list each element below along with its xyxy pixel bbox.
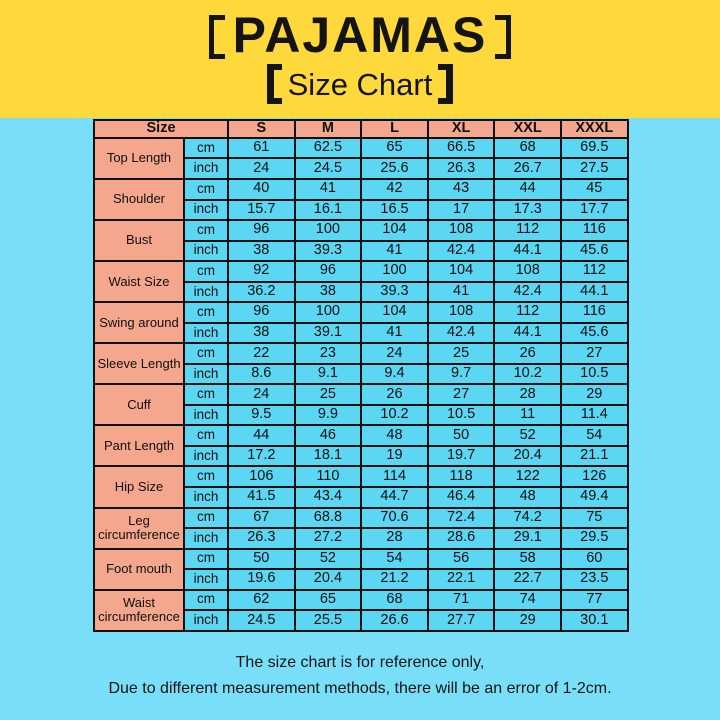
size-label-cell: Sleeve Length bbox=[94, 343, 184, 384]
title-right-bracket-icon bbox=[495, 15, 511, 59]
table-head bbox=[94, 120, 628, 138]
value-cell: 112 bbox=[561, 261, 628, 282]
value-cell: 46 bbox=[295, 425, 362, 446]
value-cell: 100 bbox=[361, 261, 428, 282]
unit-cell: cm bbox=[184, 261, 228, 282]
value-cell: 41 bbox=[361, 241, 428, 262]
value-cell: 22.1 bbox=[428, 569, 495, 590]
value-cell: 118 bbox=[428, 466, 495, 487]
value-cell: 11 bbox=[494, 405, 561, 426]
value-cell: 45.6 bbox=[561, 241, 628, 262]
table-body bbox=[94, 138, 628, 631]
value-cell: 44.1 bbox=[561, 282, 628, 303]
value-cell: 100 bbox=[295, 220, 362, 241]
column-header: L bbox=[361, 120, 428, 138]
value-cell: 68 bbox=[494, 138, 561, 159]
size-label-cell: Waist circumference bbox=[94, 590, 184, 631]
unit-cell: inch bbox=[184, 569, 228, 590]
footer-note-line1: The size chart is for reference only, bbox=[235, 654, 485, 671]
value-cell: 41 bbox=[295, 179, 362, 200]
unit-cell: cm bbox=[184, 590, 228, 611]
unit-cell: cm bbox=[184, 220, 228, 241]
value-cell: 26 bbox=[494, 343, 561, 364]
table-row-cm bbox=[94, 138, 628, 159]
value-cell: 25.6 bbox=[361, 158, 428, 179]
value-cell: 9.7 bbox=[428, 364, 495, 385]
value-cell: 48 bbox=[361, 425, 428, 446]
value-cell: 60 bbox=[561, 549, 628, 570]
column-header: XXL bbox=[494, 120, 561, 138]
unit-cell: cm bbox=[184, 138, 228, 159]
value-cell: 72.4 bbox=[428, 508, 495, 529]
value-cell: 29 bbox=[561, 384, 628, 405]
size-label-cell: Hip Size bbox=[94, 466, 184, 507]
value-cell: 39.3 bbox=[361, 282, 428, 303]
value-cell: 25 bbox=[428, 343, 495, 364]
value-cell: 10.5 bbox=[561, 364, 628, 385]
unit-cell: inch bbox=[184, 158, 228, 179]
size-label-cell: Shoulder bbox=[94, 179, 184, 220]
unit-cell: cm bbox=[184, 302, 228, 323]
value-cell: 61 bbox=[228, 138, 295, 159]
value-cell: 27.5 bbox=[561, 158, 628, 179]
value-cell: 40 bbox=[228, 179, 295, 200]
size-chart-table bbox=[93, 119, 629, 632]
value-cell: 45.6 bbox=[561, 323, 628, 344]
value-cell: 67 bbox=[228, 508, 295, 529]
value-cell: 10.5 bbox=[428, 405, 495, 426]
value-cell: 24.5 bbox=[228, 610, 295, 631]
value-cell: 42.4 bbox=[428, 241, 495, 262]
value-cell: 24.5 bbox=[295, 158, 362, 179]
value-cell: 66.5 bbox=[428, 138, 495, 159]
value-cell: 26.3 bbox=[228, 528, 295, 549]
value-cell: 27 bbox=[561, 343, 628, 364]
value-cell: 58 bbox=[494, 549, 561, 570]
value-cell: 21.1 bbox=[561, 446, 628, 467]
value-cell: 50 bbox=[228, 549, 295, 570]
unit-cell: cm bbox=[184, 343, 228, 364]
value-cell: 42.4 bbox=[428, 323, 495, 344]
size-label-cell: Bust bbox=[94, 220, 184, 261]
value-cell: 18.1 bbox=[295, 446, 362, 467]
value-cell: 30.1 bbox=[561, 610, 628, 631]
table-row-cm bbox=[94, 220, 628, 241]
value-cell: 24 bbox=[228, 158, 295, 179]
value-cell: 26.3 bbox=[428, 158, 495, 179]
value-cell: 65 bbox=[295, 590, 362, 611]
value-cell: 19 bbox=[361, 446, 428, 467]
value-cell: 108 bbox=[428, 220, 495, 241]
value-cell: 116 bbox=[561, 220, 628, 241]
value-cell: 74.2 bbox=[494, 508, 561, 529]
value-cell: 110 bbox=[295, 466, 362, 487]
value-cell: 24 bbox=[361, 343, 428, 364]
value-cell: 9.1 bbox=[295, 364, 362, 385]
value-cell: 108 bbox=[494, 261, 561, 282]
value-cell: 43.4 bbox=[295, 487, 362, 508]
unit-cell: cm bbox=[184, 425, 228, 446]
value-cell: 21.2 bbox=[361, 569, 428, 590]
value-cell: 52 bbox=[494, 425, 561, 446]
value-cell: 96 bbox=[228, 220, 295, 241]
value-cell: 29.1 bbox=[494, 528, 561, 549]
value-cell: 104 bbox=[428, 261, 495, 282]
value-cell: 25 bbox=[295, 384, 362, 405]
unit-cell: cm bbox=[184, 466, 228, 487]
table-row-cm bbox=[94, 425, 628, 446]
unit-cell: inch bbox=[184, 528, 228, 549]
value-cell: 17 bbox=[428, 200, 495, 221]
size-label-cell: Cuff bbox=[94, 384, 184, 425]
value-cell: 17.2 bbox=[228, 446, 295, 467]
value-cell: 44 bbox=[228, 425, 295, 446]
value-cell: 104 bbox=[361, 302, 428, 323]
value-cell: 23 bbox=[295, 343, 362, 364]
value-cell: 8.6 bbox=[228, 364, 295, 385]
value-cell: 24 bbox=[228, 384, 295, 405]
value-cell: 16.5 bbox=[361, 200, 428, 221]
value-cell: 44.7 bbox=[361, 487, 428, 508]
value-cell: 114 bbox=[361, 466, 428, 487]
column-header-size: Size bbox=[94, 120, 228, 138]
size-label-cell: Swing around bbox=[94, 302, 184, 343]
value-cell: 108 bbox=[428, 302, 495, 323]
value-cell: 28 bbox=[494, 384, 561, 405]
value-cell: 27.7 bbox=[428, 610, 495, 631]
value-cell: 112 bbox=[494, 220, 561, 241]
unit-cell: inch bbox=[184, 241, 228, 262]
value-cell: 29 bbox=[494, 610, 561, 631]
table-row-cm bbox=[94, 179, 628, 200]
value-cell: 43 bbox=[428, 179, 495, 200]
value-cell: 68 bbox=[361, 590, 428, 611]
value-cell: 65 bbox=[361, 138, 428, 159]
page-subtitle bbox=[0, 67, 720, 107]
value-cell: 16.1 bbox=[295, 200, 362, 221]
value-cell: 20.4 bbox=[295, 569, 362, 590]
value-cell: 69.5 bbox=[561, 138, 628, 159]
footer-note-line2: Due to different measurement methods, there will be an error of 1-2cm. bbox=[108, 680, 612, 697]
column-header: XXXL bbox=[561, 120, 628, 138]
value-cell: 10.2 bbox=[494, 364, 561, 385]
value-cell: 62.5 bbox=[295, 138, 362, 159]
page-title bbox=[0, 6, 720, 64]
size-label-cell: Leg circumference bbox=[94, 508, 184, 549]
value-cell: 19.7 bbox=[428, 446, 495, 467]
unit-cell: inch bbox=[184, 610, 228, 631]
value-cell: 11.4 bbox=[561, 405, 628, 426]
value-cell: 28 bbox=[361, 528, 428, 549]
value-cell: 116 bbox=[561, 302, 628, 323]
value-cell: 22.7 bbox=[494, 569, 561, 590]
subtitle-text: Size Chart bbox=[287, 67, 433, 103]
size-label-cell: Waist Size bbox=[94, 261, 184, 302]
unit-cell: inch bbox=[184, 200, 228, 221]
value-cell: 39.1 bbox=[295, 323, 362, 344]
value-cell: 27 bbox=[428, 384, 495, 405]
value-cell: 44.1 bbox=[494, 323, 561, 344]
value-cell: 42.4 bbox=[494, 282, 561, 303]
value-cell: 49.4 bbox=[561, 487, 628, 508]
value-cell: 9.5 bbox=[228, 405, 295, 426]
value-cell: 96 bbox=[295, 261, 362, 282]
unit-cell: inch bbox=[184, 282, 228, 303]
table-header-row bbox=[94, 120, 628, 138]
value-cell: 50 bbox=[428, 425, 495, 446]
unit-cell: inch bbox=[184, 446, 228, 467]
value-cell: 9.9 bbox=[295, 405, 362, 426]
value-cell: 41 bbox=[361, 323, 428, 344]
value-cell: 15.7 bbox=[228, 200, 295, 221]
value-cell: 38 bbox=[295, 282, 362, 303]
title-text: PAJAMAS bbox=[232, 7, 488, 63]
value-cell: 39.3 bbox=[295, 241, 362, 262]
table-row-cm bbox=[94, 302, 628, 323]
value-cell: 41.5 bbox=[228, 487, 295, 508]
value-cell: 41 bbox=[428, 282, 495, 303]
value-cell: 54 bbox=[561, 425, 628, 446]
value-cell: 77 bbox=[561, 590, 628, 611]
value-cell: 48 bbox=[494, 487, 561, 508]
value-cell: 56 bbox=[428, 549, 495, 570]
unit-cell: inch bbox=[184, 364, 228, 385]
unit-cell: cm bbox=[184, 508, 228, 529]
value-cell: 27.2 bbox=[295, 528, 362, 549]
value-cell: 75 bbox=[561, 508, 628, 529]
unit-cell: inch bbox=[184, 487, 228, 508]
value-cell: 74 bbox=[494, 590, 561, 611]
value-cell: 19.6 bbox=[228, 569, 295, 590]
value-cell: 112 bbox=[494, 302, 561, 323]
unit-cell: inch bbox=[184, 323, 228, 344]
value-cell: 68.8 bbox=[295, 508, 362, 529]
value-cell: 42 bbox=[361, 179, 428, 200]
unit-cell: cm bbox=[184, 549, 228, 570]
size-label-cell: Top Length bbox=[94, 138, 184, 179]
value-cell: 17.3 bbox=[494, 200, 561, 221]
value-cell: 126 bbox=[561, 466, 628, 487]
size-label-cell: Pant Length bbox=[94, 425, 184, 466]
value-cell: 71 bbox=[428, 590, 495, 611]
unit-cell: inch bbox=[184, 405, 228, 426]
value-cell: 96 bbox=[228, 302, 295, 323]
value-cell: 54 bbox=[361, 549, 428, 570]
column-header: S bbox=[228, 120, 295, 138]
value-cell: 17.7 bbox=[561, 200, 628, 221]
value-cell: 26.6 bbox=[361, 610, 428, 631]
value-cell: 44.1 bbox=[494, 241, 561, 262]
title-left-bracket-icon bbox=[209, 15, 225, 59]
table-row-cm bbox=[94, 549, 628, 570]
value-cell: 122 bbox=[494, 466, 561, 487]
value-cell: 70.6 bbox=[361, 508, 428, 529]
value-cell: 38 bbox=[228, 323, 295, 344]
table-row-cm bbox=[94, 261, 628, 282]
value-cell: 9.4 bbox=[361, 364, 428, 385]
table-row-cm bbox=[94, 384, 628, 405]
value-cell: 10.2 bbox=[361, 405, 428, 426]
unit-cell: cm bbox=[184, 384, 228, 405]
value-cell: 100 bbox=[295, 302, 362, 323]
value-cell: 46.4 bbox=[428, 487, 495, 508]
size-label-cell: Foot mouth bbox=[94, 549, 184, 590]
value-cell: 22 bbox=[228, 343, 295, 364]
value-cell: 26.7 bbox=[494, 158, 561, 179]
value-cell: 45 bbox=[561, 179, 628, 200]
value-cell: 28.6 bbox=[428, 528, 495, 549]
table-row-cm bbox=[94, 343, 628, 364]
subtitle-left-bracket-icon bbox=[267, 64, 282, 104]
subtitle-right-bracket-icon bbox=[438, 64, 453, 104]
value-cell: 25.5 bbox=[295, 610, 362, 631]
value-cell: 20.4 bbox=[494, 446, 561, 467]
value-cell: 26 bbox=[361, 384, 428, 405]
value-cell: 62 bbox=[228, 590, 295, 611]
table-row-cm bbox=[94, 590, 628, 611]
value-cell: 92 bbox=[228, 261, 295, 282]
footer-note bbox=[0, 650, 720, 702]
value-cell: 23.5 bbox=[561, 569, 628, 590]
value-cell: 29.5 bbox=[561, 528, 628, 549]
table-row-cm bbox=[94, 466, 628, 487]
value-cell: 44 bbox=[494, 179, 561, 200]
value-cell: 106 bbox=[228, 466, 295, 487]
column-header: XL bbox=[428, 120, 495, 138]
value-cell: 38 bbox=[228, 241, 295, 262]
value-cell: 52 bbox=[295, 549, 362, 570]
unit-cell: cm bbox=[184, 179, 228, 200]
column-header: M bbox=[295, 120, 362, 138]
value-cell: 36.2 bbox=[228, 282, 295, 303]
table-row-cm bbox=[94, 508, 628, 529]
value-cell: 104 bbox=[361, 220, 428, 241]
